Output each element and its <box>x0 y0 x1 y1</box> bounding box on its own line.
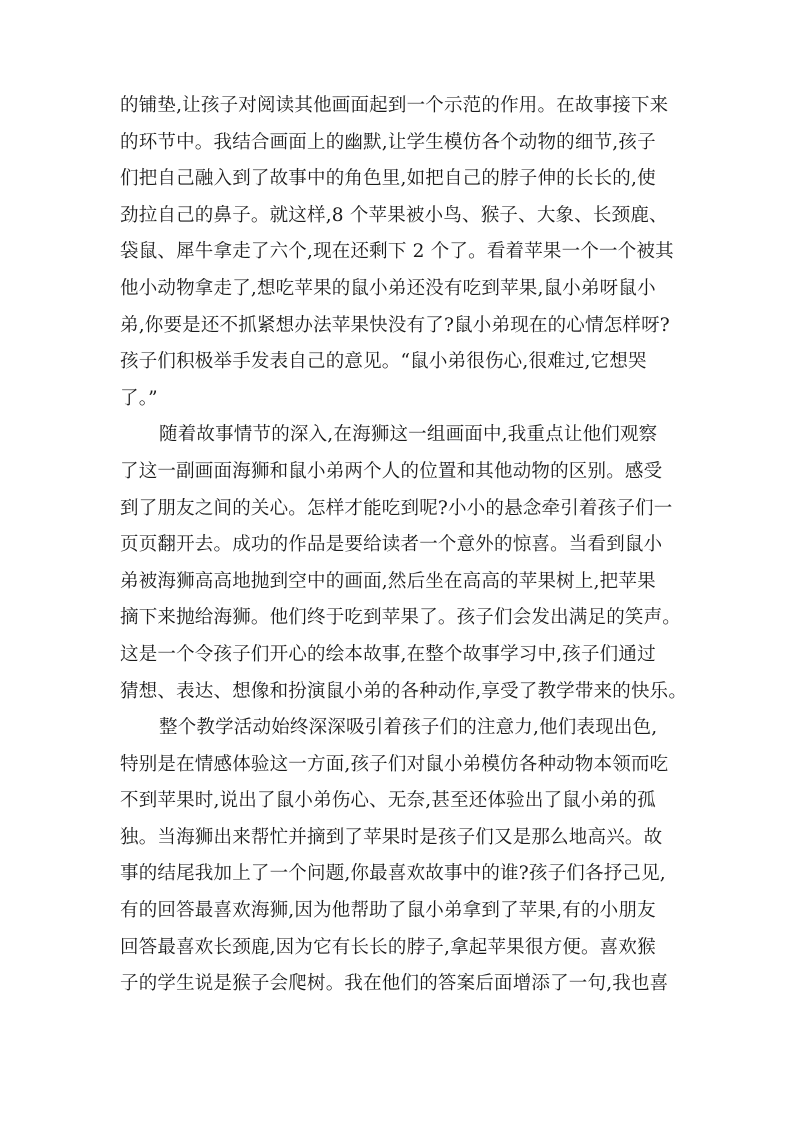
text-line: 弟,你要是还不抓紧想办法苹果快没有了?鼠小弟现在的心情怎样呀? <box>120 314 670 336</box>
text-line: 了。” <box>120 387 158 409</box>
text-line: 袋鼠、犀牛拿走了六个,现在还剩下 2 个了。看着苹果一个一个被其 <box>120 241 674 263</box>
text-line: 不到苹果时,说出了鼠小弟伤心、无奈,甚至还体验出了鼠小弟的孤 <box>120 790 656 812</box>
text-line: 的环节中。我结合画面上的幽默,让学生模仿各个动物的细节,孩子 <box>120 131 656 153</box>
text-line: 们把自己融入到了故事中的角色里,如把自己的脖子伸的长长的,使 <box>120 168 656 190</box>
text-line: 特别是在情感体验这一方面,孩子们对鼠小弟模仿各种动物本领而吃 <box>120 753 669 775</box>
text-line: 摘下来抛给海狮。他们终于吃到苹果了。孩子们会发出满足的笑声。 <box>120 607 682 629</box>
text-line: 弟被海狮高高地抛到空中的画面,然后坐在高高的苹果树上,把苹果 <box>120 570 656 592</box>
paragraph-start-line: 随着故事情节的深入,在海狮这一组画面中,我重点让他们观察 <box>159 424 658 446</box>
text-line: 猜想、表达、想像和扮演鼠小弟的各种动作,享受了教学带来的快乐。 <box>120 680 688 702</box>
text-line: 回答最喜欢长颈鹿,因为它有长长的脖子,拿起苹果很方便。喜欢猴 <box>120 936 656 958</box>
text-line: 独。当海狮出来帮忙并摘到了苹果时是孩子们又是那么地高兴。故 <box>120 826 663 848</box>
text-line: 到了朋友之间的关心。怎样才能吃到呢?小小的悬念牵引着孩子们一 <box>120 497 673 519</box>
text-line: 页页翻开去。成功的作品是要给读者一个意外的惊喜。当看到鼠小 <box>120 534 663 556</box>
body-text <box>120 88 688 1003</box>
text-line: 了这一副画面海狮和鼠小弟两个人的位置和其他动物的区别。感受 <box>120 460 663 482</box>
text-line: 这是一个令孩子们开心的绘本故事,在整个故事学习中,孩子们通过 <box>120 643 656 665</box>
text-line: 有的回答最喜欢海狮,因为他帮助了鼠小弟拿到了苹果,有的小朋友 <box>120 900 656 922</box>
text-line: 子的学生说是猴子会爬树。我在他们的答案后面增添了一句,我也喜 <box>120 973 669 995</box>
text-line: 他小动物拿走了,想吃苹果的鼠小弟还没有吃到苹果,鼠小弟呀鼠小 <box>120 277 656 299</box>
text-line: 事的结尾我加上了一个问题,你最喜欢故事中的谁?孩子们各抒己见, <box>120 863 666 885</box>
text-line: 孩子们积极举手发表自己的意见。“鼠小弟很伤心,很难过,它想哭 <box>120 351 647 373</box>
paragraph-start-line: 整个教学活动始终深深吸引着孩子们的注意力,他们表现出色, <box>159 717 658 739</box>
text-line: 的铺垫,让孩子对阅读其他画面起到一个示范的作用。在故事接下来 <box>120 95 669 116</box>
text-line: 劲拉自己的鼻子。就这样,8 个苹果被小鸟、猴子、大象、长颈鹿、 <box>120 204 668 226</box>
